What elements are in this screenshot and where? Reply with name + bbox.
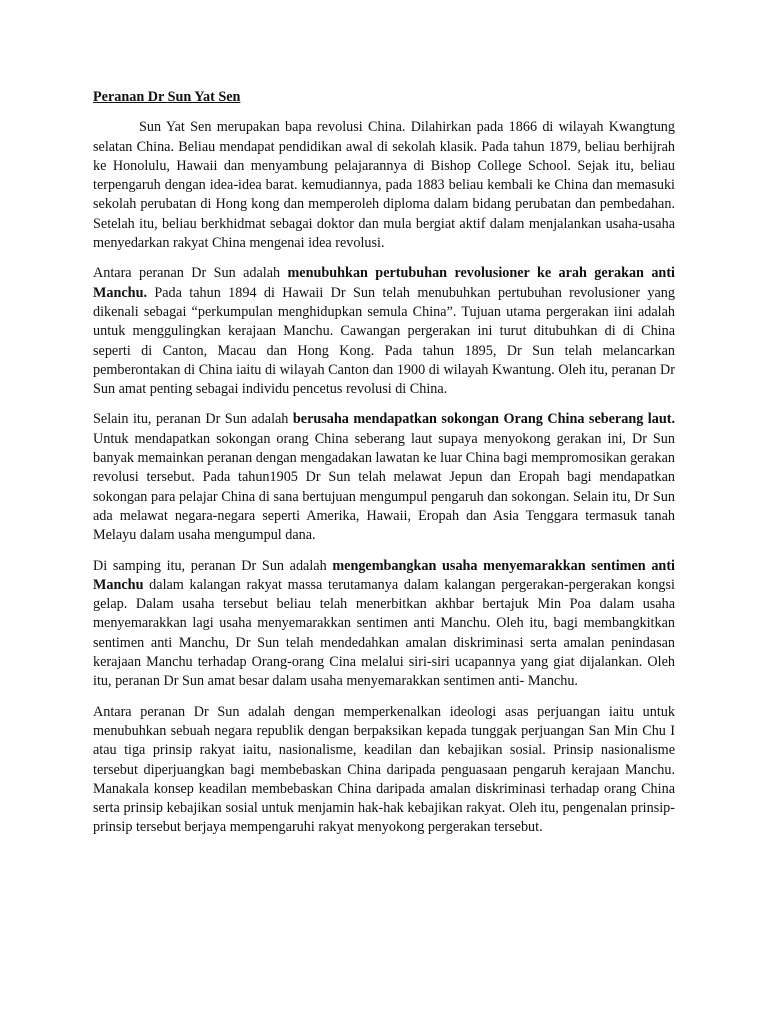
paragraph-text: Di samping itu, peranan Dr Sun adalah	[93, 557, 333, 574]
paragraph-highlight: mengembangkan usaha menyemarakkan sentimen anti Manchu	[93, 557, 675, 593]
paragraph-role-1	[93, 264, 675, 399]
paragraph-text: Antara peranan Dr Sun adalah	[93, 265, 288, 282]
paragraph-text: dalam kalangan rakyat massa terutamanya dalam kalangan pergerakan-pergerakan kongsi gelap. Dalam usaha tersebut beliau telah menerbitkan akhbar bertajuk Min Poa dalam usaha menyemarakkan lagi usaha menyemarakkan sentimen anti Manchu. Oleh itu, bagi membangkitkan sentimen anti Manchu, Dr Sun telah mendedahkan amalan diskriminasi serta amalan penindasan kerajaan Manchu terhadap Orang-orang Cina melalui siri-siri ucapannya yang giat dijalankan. Oleh itu, peranan Dr Sun amat besar dalam usaha menyemarakkan sentimen anti- Manchu.	[93, 576, 675, 690]
paragraph-role-2	[93, 410, 675, 545]
paragraph-text: Selain itu, peranan Dr Sun adalah	[93, 411, 293, 428]
paragraph-role-4: Antara peranan Dr Sun adalah dengan memperkenalkan ideologi asas perjuangan iaitu untuk menubuhkan sebuah negara republik dengan berpaksikan kepada tunggak perjuangan San Min Chu I atau tiga prinsip rakyat iaitu, nasionalisme, keadilan dan kebajikan sosial. Prinsip nasionalisme tersebut diperjuangkan bagi membebaskan China daripada penguasaan pengaruh kerajaan Manchu. Manakala konsep keadilan membebaskan China daripada amalan diskriminasi terhadap orang China serta prinsip kebajikan sosial untuk menjamin hak-hak kebajikan rakyat. Oleh itu, pengenalan prinsip-prinsip tersebut berjaya mempengaruhi rakyat menyokong pergerakan tersebut.	[93, 703, 675, 836]
paragraph-text: Untuk mendapatkan sokongan orang China seberang laut supaya menyokong gerakan ini, Dr Sun banyak memainkan peranan dengan mengadakan lawatan ke luar China bagi mempromosikan gerakan revolusi tersebut. Pada tahun1905 Dr Sun telah melawat Jepun dan Eropah bagi mendapatkan sokongan para pelajar China di sana bertujuan mengumpul pengaruh dan sokongan. Selain itu, Dr Sun ada melawat negara-negara seperti Amerika, Hawaii, Eropah dan Asia Tenggara termasuk tanah Melayu dalam usaha mengumpul dana.	[93, 430, 675, 544]
document-title: Peranan Dr Sun Yat Sen	[93, 89, 241, 105]
paragraph-highlight: menubuhkan pertubuhan revolusioner ke arah gerakan anti Manchu.	[93, 265, 675, 301]
paragraph-text: Pada tahun 1894 di Hawaii Dr Sun telah menubuhkan pertubuhan revolusioner yang dikenali sebagai “perkumpulan menghidupkan semula China”. Tujuan utama pergerakan iini adalah untuk menggulingkan kerajaan Manchu. Cawangan pergerakan ini turut ditubuhkan di di China seperti di Canton, Macau dan Hong Kong. Pada tahun 1895, Dr Sun telah melancarkan pemberontakan di China iaitu di wilayah Canton dan 1900 di wilayah Kwantung. Oleh itu, peranan Dr Sun amat penting sebagai individu pencetus revolusi di China.	[93, 284, 675, 398]
paragraph-intro: Sun Yat Sen merupakan bapa revolusi China. Dilahirkan pada 1866 di wilayah Kwangtung selatan China. Beliau mendapat pendidikan awal di sekolah klasik. Pada tahun 1879, beliau berhijrah ke Honolulu, Hawaii dan menyambung pelajarannya di Bishop College School. Sejak itu, beliau terpengaruh dengan idea-idea barat. kemudiannya, pada 1883 beliau kembali ke China dan memasuki sekolah perubatan di Hong kong dan memperoleh diploma dalam bidang perubatan dan pembedahan. Setelah itu, beliau berkhidmat sebagai doktor dan mula bergiat aktif dalam menjalankan usaha-usaha menyedarkan rakyat China mengenai idea revolusi.	[93, 119, 675, 252]
paragraph-highlight: berusaha mendapatkan sokongan Orang China seberang laut.	[292, 411, 675, 428]
document-page	[93, 88, 675, 849]
paragraph-role-3	[93, 557, 675, 692]
